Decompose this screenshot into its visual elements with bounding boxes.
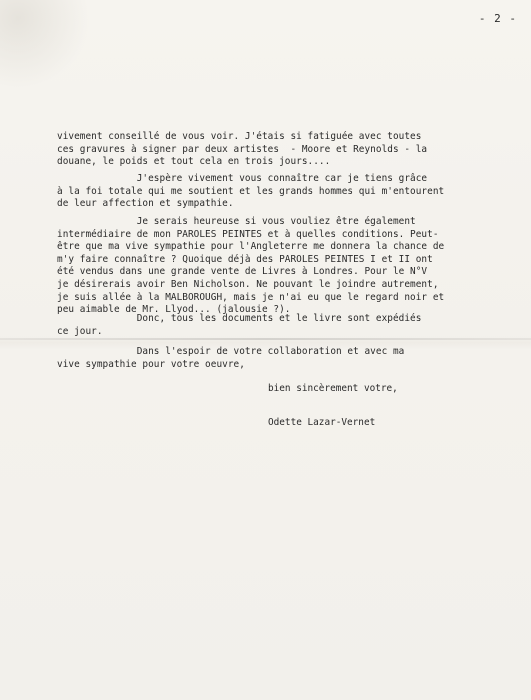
paragraph-intermediary: Je serais heureuse si vous vouliez être également intermédiaire de mon PAROLES PEINTES et à quelles conditions. Peut- être que ma vive sympathie pour l'Angleterre me donnera la chance de m'y faire connaître ? Quoique déjà des PAROLES PEINTES I et II ont été vendus dans une grande vente de Livres à Londres. Pour le N°V je désirerais avoir Ben Nicholson. Ne pouvant le joindre autrement, je suis allée à la MALBOROUGH, mais je n'ai eu que le regard noir et peu aimable de Mr. Llyod... (jalousie ?). xyxy=(57,216,445,316)
paragraph-collaboration: Dans l'espoir de votre collaboration et avec ma vive sympathie pour votre oeuvre, xyxy=(57,346,405,370)
closing-line: bien sincèrement votre, xyxy=(268,383,398,394)
paragraph-hope: J'espère vivement vous connaître car je tiens grâce à la foi totale qui me soutient et les grands hommes qui m'entourent de leur affection et sympathie. xyxy=(57,173,445,210)
page-number: - 2 - xyxy=(478,12,517,25)
signature-name: Odette Lazar-Vernet xyxy=(268,417,376,428)
paragraph-documents-sent: Donc, tous les documents et le livre sont expédiés ce jour. xyxy=(57,313,422,337)
paper-fold-line xyxy=(0,338,531,340)
paragraph-fatigue: vivement conseillé de vous voir. J'étais si fatiguée avec toutes ces gravures à signer par deux artistes - Moore et Reynolds - la douane, le poids et tout cela en trois jours.... xyxy=(57,131,428,168)
paper-stain xyxy=(0,0,90,90)
